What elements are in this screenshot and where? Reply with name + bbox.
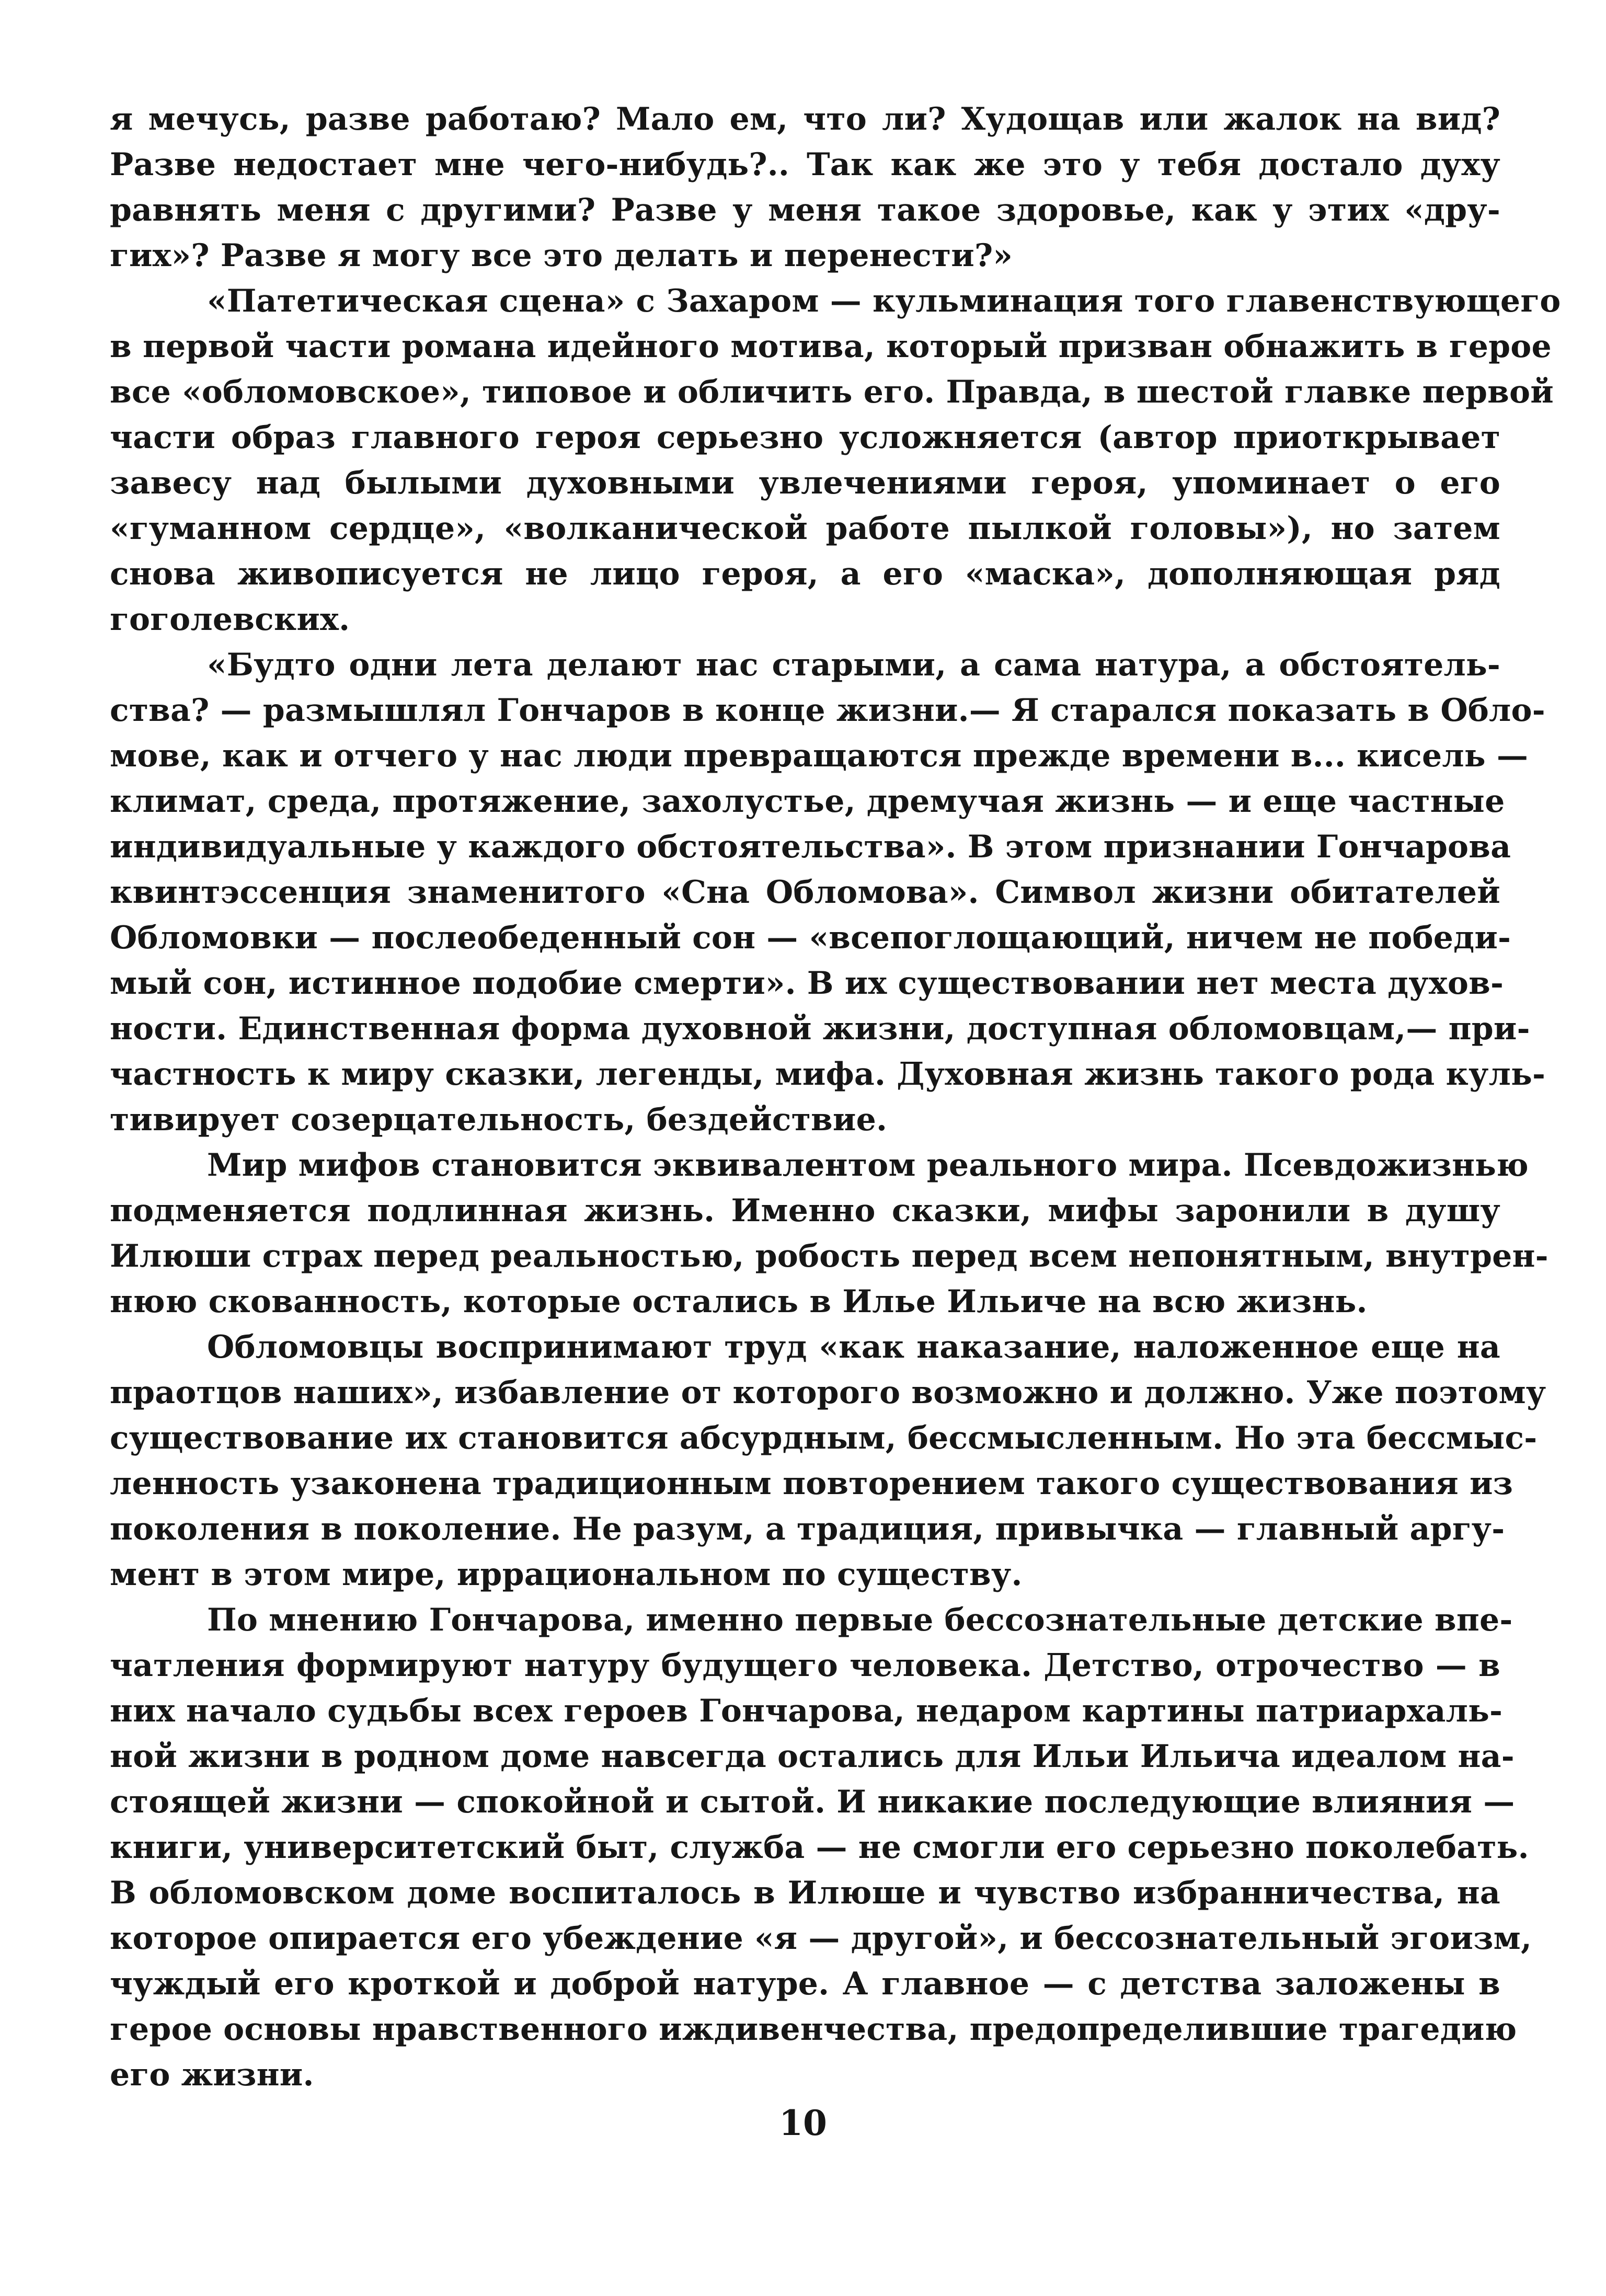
text-line: поколения в поколение. Не разум, а традиция, привычка — главный аргу- <box>110 1511 1505 1547</box>
text-line: них начало судьбы всех героев Гончарова, недаром картины патриархаль- <box>110 1693 1503 1729</box>
text-line: подменяется подлинная жизнь. Именно сказки, мифы заронили в душу <box>110 1192 1500 1229</box>
text-line: Мир мифов становится эквивалентом реального мира. Псевдожизнью <box>207 1147 1529 1184</box>
text-line: равнять меня с другими? Разве у меня такое здоровье, как у этих «дру- <box>110 192 1500 228</box>
text-line: Разве недостает мне чего-нибудь?.. Так как же это у тебя достало духу <box>110 146 1500 183</box>
page-number: 10 <box>779 2103 827 2143</box>
text-line: снова живописуется не лицо героя, а его «маска», дополняющая ряд <box>110 556 1500 592</box>
book-page-text <box>110 97 1561 2098</box>
text-line: ленность узаконена традиционным повторением такого существования из <box>110 1465 1513 1502</box>
text-line: в первой части романа идейного мотива, который призван обнажить в герое <box>110 328 1552 365</box>
text-line: «Патетическая сцена» с Захаром — кульминация того главенствующего <box>207 283 1561 319</box>
text-line: герое основы нравственного иждивенчества, предопределившие трагедию <box>110 2011 1517 2048</box>
text-line: По мнению Гончарова, именно первые бессознательные детские впе- <box>207 1602 1513 1638</box>
text-line: мый сон, истинное подобие смерти». В их существовании нет места духов- <box>110 965 1504 1002</box>
text-line: В обломовском доме воспиталось в Илюше и чувство избранничества, на <box>110 1875 1500 1911</box>
text-line: климат, среда, протяжение, захолустье, дремучая жизнь — и еще частные <box>110 783 1505 820</box>
text-line: мент в этом мире, иррациональном по существу. <box>110 1556 1023 1593</box>
text-line: ности. Единственная форма духовной жизни, доступная обломовцам,— при- <box>110 1011 1530 1047</box>
text-line: праотцов наших», избавление от которого возможно и должно. Уже поэтому <box>110 1374 1546 1411</box>
text-line: ства? — размышлял Гончаров в конце жизни.— Я старался показать в Обло- <box>110 692 1545 729</box>
text-line: чатления формируют натуру будущего человека. Детство, отрочество — в <box>110 1647 1500 1684</box>
text-line: гоголевских. <box>110 601 350 638</box>
paragraph <box>110 1325 1546 1598</box>
text-line: гих»? Разве я могу все это делать и перенести?» <box>110 237 1013 274</box>
text-line: тивирует созерцательность, бездействие. <box>110 1101 888 1138</box>
text-line: «Будто одни лета делают нас старыми, а сама натура, а обстоятель- <box>207 647 1500 683</box>
text-line: чуждый его кроткой и доброй натуре. А главное — с детства заложены в <box>110 1966 1500 2002</box>
text-line: «гуманном сердце», «волканической работе пылкой головы»), но затем <box>110 510 1500 547</box>
text-line: квинтэссенция знаменитого «Сна Обломова». Символ жизни обитателей <box>110 874 1500 911</box>
text-line: стоящей жизни — спокойной и сытой. И никакие последующие влияния — <box>110 1784 1515 1820</box>
text-line: которое опирается его убеждение «я — другой», и бессознательный эгоизм, <box>110 1920 1532 1957</box>
text-line: книги, университетский быт, служба — не смогли его серьезно поколебать. <box>110 1829 1529 1866</box>
text-line: ной жизни в родном доме навсегда остались для Ильи Ильича идеалом на- <box>110 1738 1515 1775</box>
text-line: индивидуальные у каждого обстоятельства». В этом признании Гончарова <box>110 829 1511 865</box>
paragraph <box>110 279 1561 642</box>
paragraph <box>110 642 1546 1143</box>
text-line: я мечусь, разве работаю? Мало ем, что ли? Худощав или жалок на вид? <box>110 101 1500 137</box>
text-line: частность к миру сказки, легенды, мифа. Духовная жизнь такого рода куль- <box>110 1056 1546 1093</box>
text-line: Илюши страх перед реальностью, робость перед всем непонятным, внутрен- <box>110 1238 1548 1275</box>
paragraph <box>110 1143 1548 1325</box>
text-line: все «обломовское», типовое и обличить его. Правда, в шестой главке первой <box>110 374 1554 410</box>
text-line: нюю скованность, которые остались в Илье Ильиче на всю жизнь. <box>110 1283 1368 1320</box>
text-line: части образ главного героя серьезно усложняется (автор приоткрывает <box>110 419 1500 456</box>
text-line: мове, как и отчего у нас люди превращаются прежде времени в... кисель — <box>110 738 1529 774</box>
text-line: существование их становится абсурдным, бессмысленным. Но эта бессмыс- <box>110 1420 1538 1456</box>
text-line: завесу над былыми духовными увлечениями героя, упоминает о его <box>110 465 1500 501</box>
text-line: его жизни. <box>110 2057 314 2093</box>
paragraph <box>110 1598 1532 2098</box>
paragraph <box>110 97 1500 279</box>
text-line: Обломовцы воспринимают труд «как наказание, наложенное еще на <box>207 1329 1500 1365</box>
text-line: Обломовки — послеобеденный сон — «всепоглощающий, ничем не победи- <box>110 920 1511 956</box>
